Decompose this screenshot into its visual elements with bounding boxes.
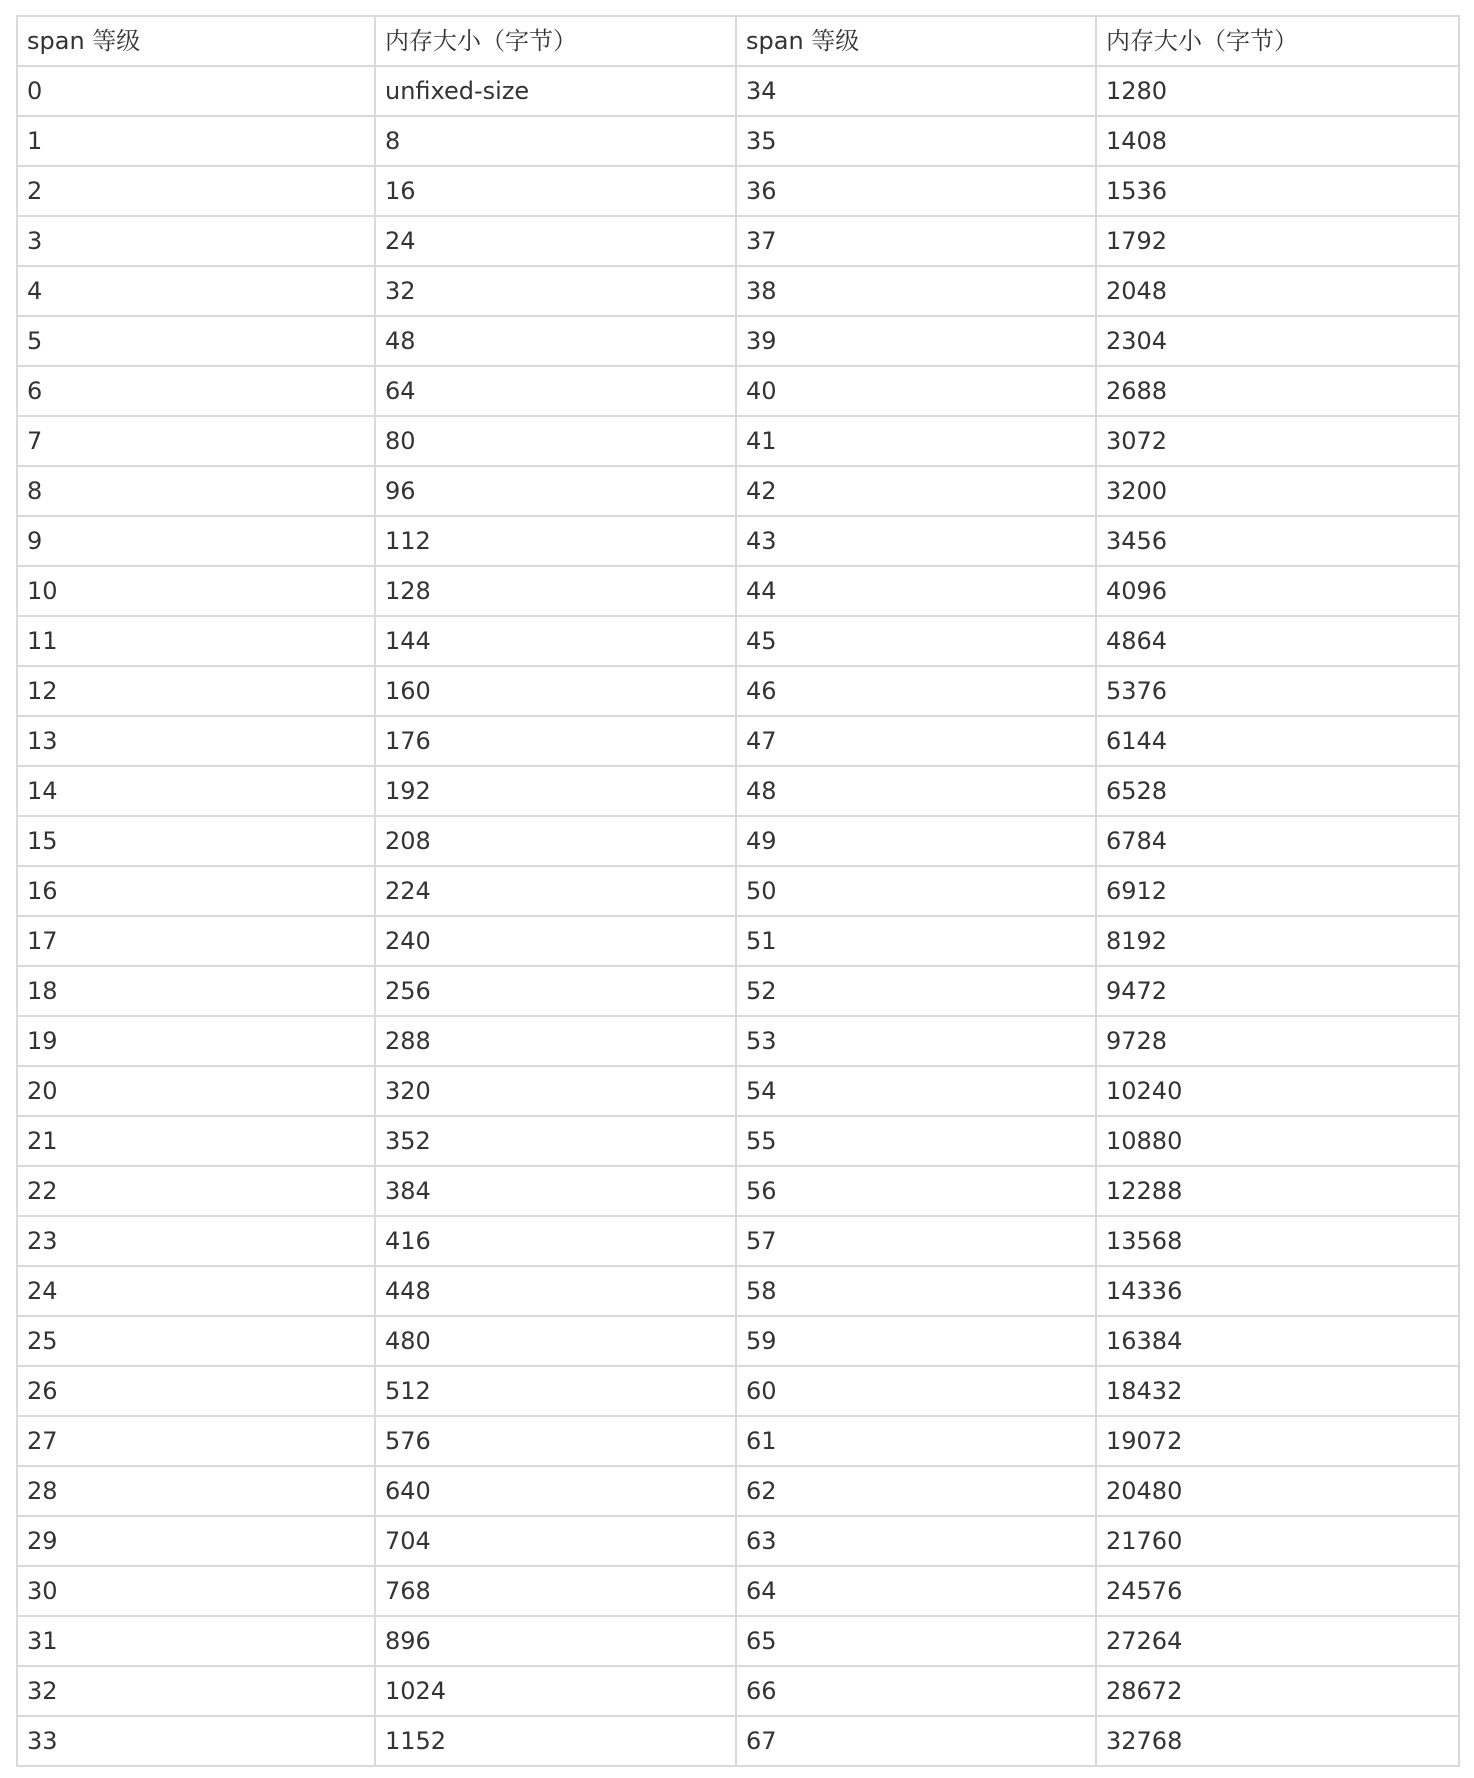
- cell-memory-size-right: 8192: [1096, 916, 1459, 966]
- cell-memory-size-left: 128: [375, 566, 736, 616]
- cell-span-level-left: 32: [17, 1666, 375, 1716]
- cell-memory-size-left: 416: [375, 1216, 736, 1266]
- cell-span-level-right: 44: [736, 566, 1096, 616]
- table-row: [17, 416, 1459, 466]
- cell-span-level-left: 31: [17, 1616, 375, 1666]
- cell-memory-size-left: unfixed-size: [375, 66, 736, 116]
- cell-memory-size-left: 80: [375, 416, 736, 466]
- table-row: [17, 716, 1459, 766]
- cell-memory-size-left: 480: [375, 1316, 736, 1366]
- cell-memory-size-right: 20480: [1096, 1466, 1459, 1516]
- table-row: [17, 316, 1459, 366]
- cell-span-level-right: 39: [736, 316, 1096, 366]
- cell-memory-size-left: 160: [375, 666, 736, 716]
- cell-span-level-left: 30: [17, 1566, 375, 1616]
- cell-memory-size-right: 16384: [1096, 1316, 1459, 1366]
- cell-memory-size-left: 320: [375, 1066, 736, 1116]
- cell-memory-size-right: 28672: [1096, 1666, 1459, 1716]
- cell-span-level-left: 15: [17, 816, 375, 866]
- cell-span-level-right: 46: [736, 666, 1096, 716]
- cell-span-level-right: 45: [736, 616, 1096, 666]
- table-row: [17, 1716, 1459, 1766]
- table-row: [17, 1516, 1459, 1566]
- header-memory-size-left: 内存大小（字节）: [375, 16, 736, 66]
- table-row: [17, 66, 1459, 116]
- cell-memory-size-right: 1536: [1096, 166, 1459, 216]
- table-row: [17, 666, 1459, 716]
- cell-span-level-right: 54: [736, 1066, 1096, 1116]
- cell-memory-size-right: 1280: [1096, 66, 1459, 116]
- table-row: [17, 1266, 1459, 1316]
- cell-span-level-left: 3: [17, 216, 375, 266]
- table-row: [17, 1216, 1459, 1266]
- cell-memory-size-left: 768: [375, 1566, 736, 1616]
- cell-span-level-left: 11: [17, 616, 375, 666]
- cell-span-level-left: 27: [17, 1416, 375, 1466]
- table-row: [17, 216, 1459, 266]
- cell-memory-size-left: 576: [375, 1416, 736, 1466]
- table-row: [17, 966, 1459, 1016]
- cell-memory-size-left: 48: [375, 316, 736, 366]
- cell-span-level-right: 57: [736, 1216, 1096, 1266]
- table-row: [17, 166, 1459, 216]
- cell-memory-size-left: 288: [375, 1016, 736, 1066]
- cell-span-level-left: 19: [17, 1016, 375, 1066]
- cell-span-level-left: 7: [17, 416, 375, 466]
- table-row: [17, 616, 1459, 666]
- table-row: [17, 866, 1459, 916]
- table-row: [17, 1116, 1459, 1166]
- table-row: [17, 516, 1459, 566]
- cell-span-level-left: 14: [17, 766, 375, 816]
- cell-memory-size-right: 10880: [1096, 1116, 1459, 1166]
- cell-memory-size-left: 1152: [375, 1716, 736, 1766]
- header-memory-size-right: 内存大小（字节）: [1096, 16, 1459, 66]
- table-row: [17, 1016, 1459, 1066]
- cell-span-level-right: 43: [736, 516, 1096, 566]
- cell-span-level-left: 22: [17, 1166, 375, 1216]
- cell-memory-size-left: 8: [375, 116, 736, 166]
- table-row: [17, 1666, 1459, 1716]
- span-size-table-container: [16, 15, 1458, 1767]
- table-row: [17, 1166, 1459, 1216]
- cell-memory-size-right: 24576: [1096, 1566, 1459, 1616]
- cell-span-level-right: 38: [736, 266, 1096, 316]
- cell-memory-size-right: 3456: [1096, 516, 1459, 566]
- cell-memory-size-right: 9472: [1096, 966, 1459, 1016]
- cell-span-level-left: 4: [17, 266, 375, 316]
- cell-span-level-right: 60: [736, 1366, 1096, 1416]
- table-row: [17, 1366, 1459, 1416]
- table-row: [17, 916, 1459, 966]
- cell-span-level-left: 21: [17, 1116, 375, 1166]
- cell-span-level-right: 37: [736, 216, 1096, 266]
- cell-span-level-right: 62: [736, 1466, 1096, 1516]
- cell-span-level-left: 26: [17, 1366, 375, 1416]
- cell-memory-size-right: 12288: [1096, 1166, 1459, 1216]
- cell-span-level-left: 13: [17, 716, 375, 766]
- cell-memory-size-right: 3200: [1096, 466, 1459, 516]
- cell-memory-size-right: 10240: [1096, 1066, 1459, 1116]
- cell-memory-size-right: 2688: [1096, 366, 1459, 416]
- cell-span-level-left: 10: [17, 566, 375, 616]
- cell-memory-size-left: 448: [375, 1266, 736, 1316]
- cell-span-level-left: 18: [17, 966, 375, 1016]
- table-header: [17, 16, 1459, 66]
- cell-span-level-left: 17: [17, 916, 375, 966]
- cell-span-level-left: 12: [17, 666, 375, 716]
- cell-memory-size-right: 19072: [1096, 1416, 1459, 1466]
- cell-span-level-right: 49: [736, 816, 1096, 866]
- cell-span-level-right: 36: [736, 166, 1096, 216]
- cell-memory-size-left: 176: [375, 716, 736, 766]
- cell-memory-size-left: 224: [375, 866, 736, 916]
- cell-span-level-right: 58: [736, 1266, 1096, 1316]
- cell-span-level-right: 48: [736, 766, 1096, 816]
- cell-memory-size-left: 144: [375, 616, 736, 666]
- table-row: [17, 1616, 1459, 1666]
- cell-memory-size-left: 640: [375, 1466, 736, 1516]
- cell-span-level-left: 9: [17, 516, 375, 566]
- cell-memory-size-right: 6528: [1096, 766, 1459, 816]
- cell-span-level-left: 20: [17, 1066, 375, 1116]
- cell-memory-size-left: 208: [375, 816, 736, 866]
- cell-memory-size-left: 384: [375, 1166, 736, 1216]
- table-row: [17, 1466, 1459, 1516]
- cell-span-level-right: 67: [736, 1716, 1096, 1766]
- cell-memory-size-right: 6144: [1096, 716, 1459, 766]
- cell-span-level-right: 50: [736, 866, 1096, 916]
- cell-span-level-right: 47: [736, 716, 1096, 766]
- cell-memory-size-right: 4864: [1096, 616, 1459, 666]
- cell-memory-size-right: 21760: [1096, 1516, 1459, 1566]
- cell-memory-size-right: 5376: [1096, 666, 1459, 716]
- cell-memory-size-left: 16: [375, 166, 736, 216]
- table-row: [17, 566, 1459, 616]
- cell-memory-size-right: 18432: [1096, 1366, 1459, 1416]
- cell-memory-size-right: 13568: [1096, 1216, 1459, 1266]
- cell-memory-size-left: 64: [375, 366, 736, 416]
- cell-span-level-right: 63: [736, 1516, 1096, 1566]
- cell-span-level-left: 23: [17, 1216, 375, 1266]
- cell-span-level-left: 2: [17, 166, 375, 216]
- cell-span-level-left: 16: [17, 866, 375, 916]
- cell-memory-size-left: 256: [375, 966, 736, 1016]
- cell-memory-size-right: 32768: [1096, 1716, 1459, 1766]
- cell-memory-size-right: 2304: [1096, 316, 1459, 366]
- cell-memory-size-left: 704: [375, 1516, 736, 1566]
- cell-span-level-left: 6: [17, 366, 375, 416]
- cell-memory-size-left: 96: [375, 466, 736, 516]
- table-row: [17, 266, 1459, 316]
- cell-memory-size-left: 192: [375, 766, 736, 816]
- table-row: [17, 366, 1459, 416]
- cell-span-level-left: 25: [17, 1316, 375, 1366]
- cell-span-level-right: 42: [736, 466, 1096, 516]
- cell-memory-size-left: 32: [375, 266, 736, 316]
- cell-memory-size-right: 6784: [1096, 816, 1459, 866]
- cell-span-level-right: 34: [736, 66, 1096, 116]
- cell-span-level-right: 66: [736, 1666, 1096, 1716]
- cell-span-level-right: 41: [736, 416, 1096, 466]
- cell-span-level-left: 29: [17, 1516, 375, 1566]
- cell-span-level-left: 28: [17, 1466, 375, 1516]
- cell-span-level-right: 56: [736, 1166, 1096, 1216]
- cell-span-level-right: 64: [736, 1566, 1096, 1616]
- cell-span-level-right: 65: [736, 1616, 1096, 1666]
- table-row: [17, 1066, 1459, 1116]
- table-row: [17, 466, 1459, 516]
- cell-span-level-right: 52: [736, 966, 1096, 1016]
- cell-span-level-left: 1: [17, 116, 375, 166]
- table-row: [17, 1316, 1459, 1366]
- cell-memory-size-left: 1024: [375, 1666, 736, 1716]
- cell-span-level-left: 24: [17, 1266, 375, 1316]
- cell-span-level-right: 40: [736, 366, 1096, 416]
- table-body: [17, 66, 1459, 1766]
- cell-span-level-right: 35: [736, 116, 1096, 166]
- table-row: [17, 1566, 1459, 1616]
- header-span-level-left: span 等级: [17, 16, 375, 66]
- cell-memory-size-right: 1408: [1096, 116, 1459, 166]
- cell-memory-size-right: 27264: [1096, 1616, 1459, 1666]
- cell-memory-size-left: 240: [375, 916, 736, 966]
- table-row: [17, 766, 1459, 816]
- span-size-table: [16, 15, 1460, 1767]
- cell-memory-size-right: 6912: [1096, 866, 1459, 916]
- table-row: [17, 116, 1459, 166]
- cell-memory-size-left: 112: [375, 516, 736, 566]
- cell-memory-size-right: 2048: [1096, 266, 1459, 316]
- cell-memory-size-left: 512: [375, 1366, 736, 1416]
- cell-memory-size-right: 14336: [1096, 1266, 1459, 1316]
- cell-memory-size-left: 352: [375, 1116, 736, 1166]
- cell-span-level-right: 55: [736, 1116, 1096, 1166]
- cell-span-level-right: 59: [736, 1316, 1096, 1366]
- cell-span-level-left: 33: [17, 1716, 375, 1766]
- cell-memory-size-right: 3072: [1096, 416, 1459, 466]
- cell-span-level-left: 0: [17, 66, 375, 116]
- table-row: [17, 1416, 1459, 1466]
- header-row: [17, 16, 1459, 66]
- cell-span-level-left: 5: [17, 316, 375, 366]
- cell-memory-size-right: 1792: [1096, 216, 1459, 266]
- cell-span-level-right: 53: [736, 1016, 1096, 1066]
- cell-memory-size-left: 896: [375, 1616, 736, 1666]
- cell-memory-size-left: 24: [375, 216, 736, 266]
- cell-span-level-right: 61: [736, 1416, 1096, 1466]
- table-row: [17, 816, 1459, 866]
- cell-memory-size-right: 9728: [1096, 1016, 1459, 1066]
- cell-span-level-left: 8: [17, 466, 375, 516]
- cell-memory-size-right: 4096: [1096, 566, 1459, 616]
- cell-span-level-right: 51: [736, 916, 1096, 966]
- header-span-level-right: span 等级: [736, 16, 1096, 66]
